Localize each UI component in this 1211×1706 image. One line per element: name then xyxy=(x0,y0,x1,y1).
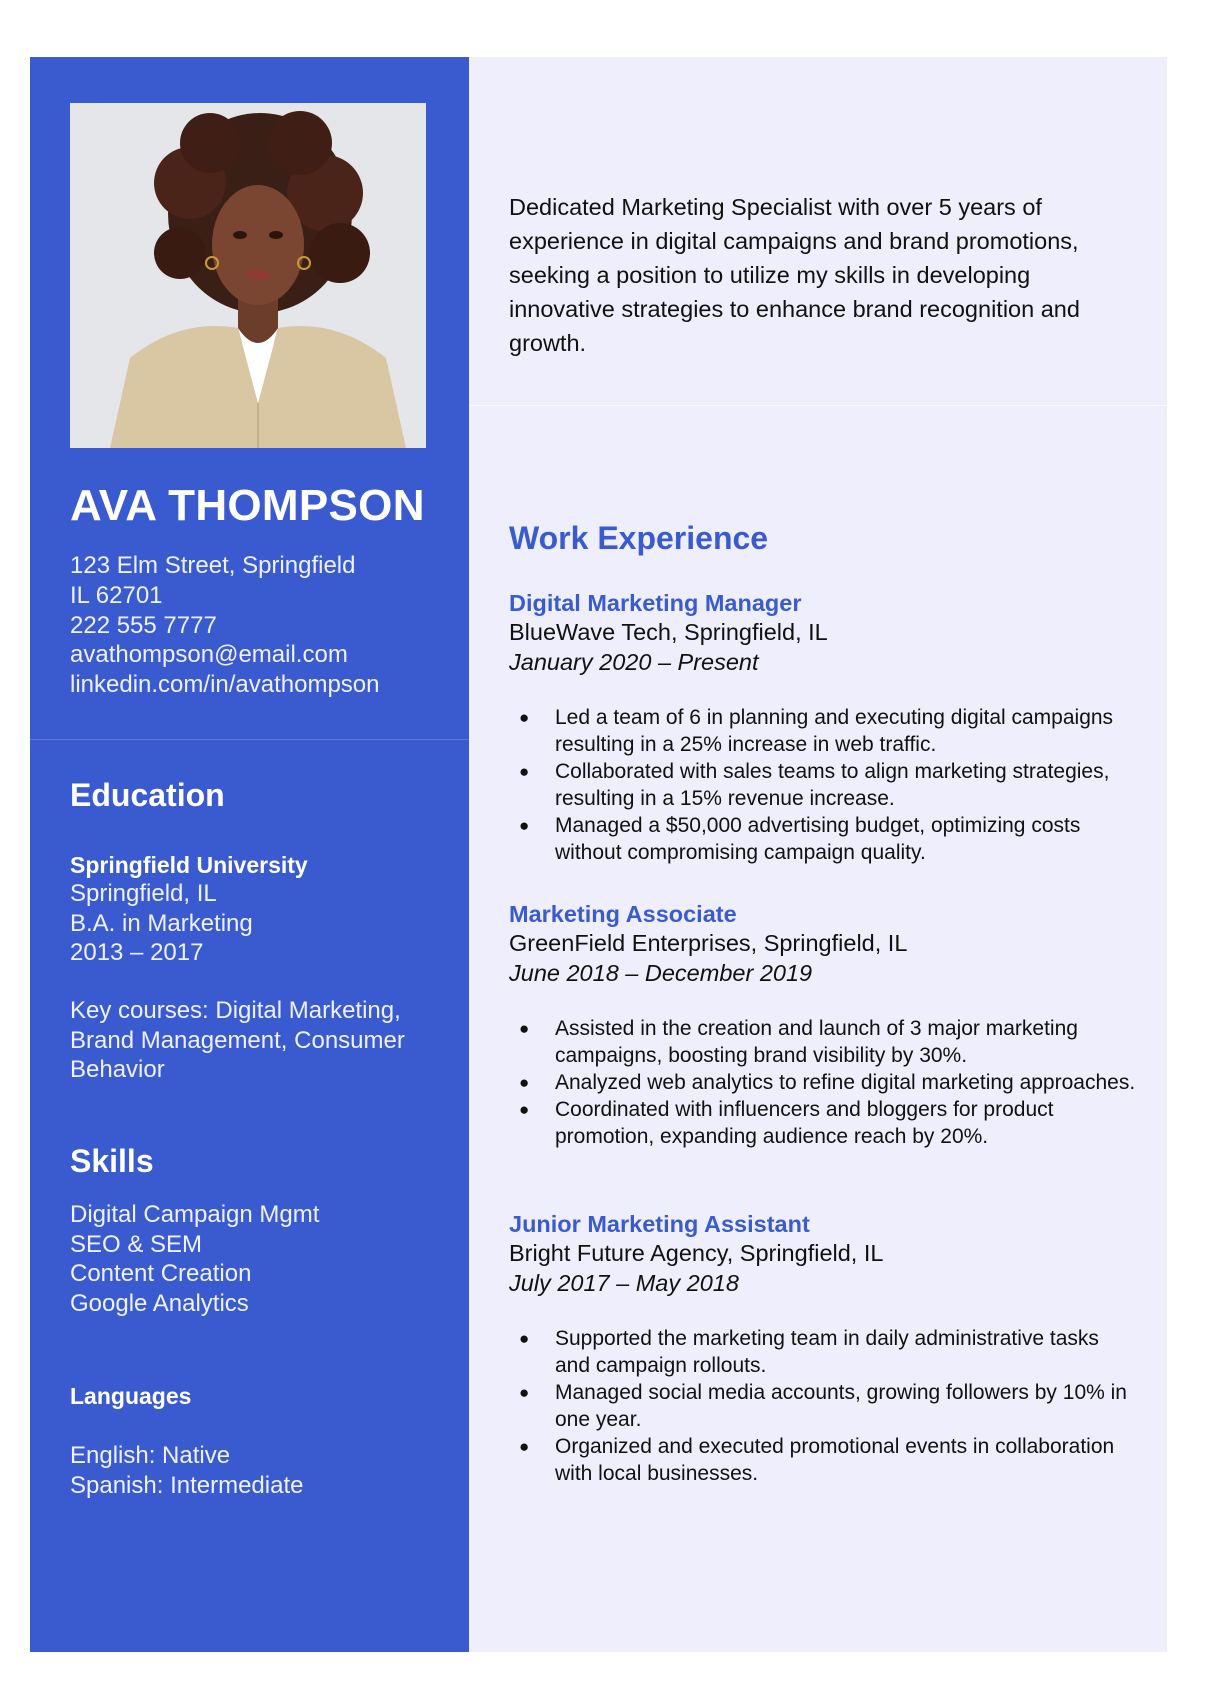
school-location: Springfield, IL xyxy=(70,880,217,907)
skills-heading: Skills xyxy=(70,1143,154,1179)
job-bullet: ● Coordinated with influencers and bloggers for product promotion, expanding audience reach by 20%. xyxy=(509,1096,1139,1150)
job-entry xyxy=(509,589,1139,866)
job-bullet: ● Analyzed web analytics to refine digital marketing approaches. xyxy=(509,1069,1139,1096)
job-title: Marketing Associate xyxy=(509,901,737,927)
job-bullets xyxy=(509,1015,1139,1150)
profile-summary: Dedicated Marketing Specialist with over 5 years of experience in digital campaigns and brand promotions, seeking a position to utilize my skills in developing innovative strategies to enhance brand recognition and growth. xyxy=(509,194,1080,356)
job-bullets xyxy=(509,1325,1139,1487)
job-company: GreenField Enterprises, Springfield, IL xyxy=(509,930,908,956)
skill-item: Content Creation xyxy=(70,1260,252,1288)
job-dates: July 2017 – May 2018 xyxy=(509,1269,739,1296)
job-title: Digital Marketing Manager xyxy=(509,590,802,616)
job-bullet: ● Managed social media accounts, growing followers by 10% in one year. xyxy=(509,1379,1139,1433)
job-bullet: ● Assisted in the creation and launch of 3 major marketing campaigns, boosting brand visibility by 30%. xyxy=(509,1015,1139,1069)
profile-photo xyxy=(70,103,426,448)
language-item: Spanish: Intermediate xyxy=(70,1471,304,1499)
job-entry xyxy=(509,1210,1139,1487)
job-title: Junior Marketing Assistant xyxy=(509,1211,810,1237)
job-bullet: ● Supported the marketing team in daily administrative tasks and campaign rollouts. xyxy=(509,1325,1139,1379)
skill-item: SEO & SEM xyxy=(70,1230,203,1258)
work-experience-heading: Work Experience xyxy=(509,520,769,556)
key-courses-line: Key courses: Digital Marketing, xyxy=(70,997,401,1024)
job-dates: January 2020 – Present xyxy=(509,648,759,675)
sidebar xyxy=(30,57,469,1652)
job-company: Bright Future Agency, Springfield, IL xyxy=(509,1240,884,1266)
job-entry xyxy=(509,900,1139,1150)
education-details xyxy=(70,879,253,968)
job-bullet: ● Organized and executed promotional events in collaboration with local businesses. xyxy=(509,1433,1139,1487)
contact-info xyxy=(70,551,380,700)
job-bullet: ● Collaborated with sales teams to align marketing strategies, resulting in a 15% revenue increase. xyxy=(509,758,1139,812)
phone-number: 222 555 7777 xyxy=(70,611,217,639)
job-company: BlueWave Tech, Springfield, IL xyxy=(509,619,828,645)
sidebar-divider xyxy=(30,739,469,740)
address-line-2: IL 62701 xyxy=(70,581,163,609)
languages-list xyxy=(70,1441,303,1500)
degree: B.A. in Marketing xyxy=(70,909,253,937)
school-name: Springfield University xyxy=(70,852,308,878)
skills-list xyxy=(70,1200,319,1318)
job-bullets xyxy=(509,704,1139,866)
languages-heading: Languages xyxy=(70,1383,192,1409)
key-courses-line: Brand Management, Consumer xyxy=(70,1026,405,1054)
main-content xyxy=(469,57,1167,1652)
job-bullet: ● Led a team of 6 in planning and executing digital campaigns resulting in a 25% increase in web traffic. xyxy=(509,704,1139,758)
address-line-1: 123 Elm Street, Springfield xyxy=(70,552,356,579)
key-courses xyxy=(70,996,405,1085)
language-item: English: Native xyxy=(70,1442,231,1469)
email-address[interactable]: avathompson@email.com xyxy=(70,641,348,669)
job-dates: June 2018 – December 2019 xyxy=(509,959,813,986)
education-heading: Education xyxy=(70,777,225,813)
job-bullet: ● Managed a $50,000 advertising budget, optimizing costs without compromising campaign quality. xyxy=(509,812,1139,866)
main-divider xyxy=(469,405,1167,406)
candidate-name: AVA THOMPSON xyxy=(70,481,425,530)
education-years: 2013 – 2017 xyxy=(70,939,204,967)
linkedin-url[interactable]: linkedin.com/in/avathompson xyxy=(70,671,380,699)
portrait-image xyxy=(70,103,426,448)
skill-item: Google Analytics xyxy=(70,1289,249,1317)
key-courses-line: Behavior xyxy=(70,1056,165,1084)
skill-item: Digital Campaign Mgmt xyxy=(70,1201,320,1228)
resume-page xyxy=(30,57,1167,1652)
